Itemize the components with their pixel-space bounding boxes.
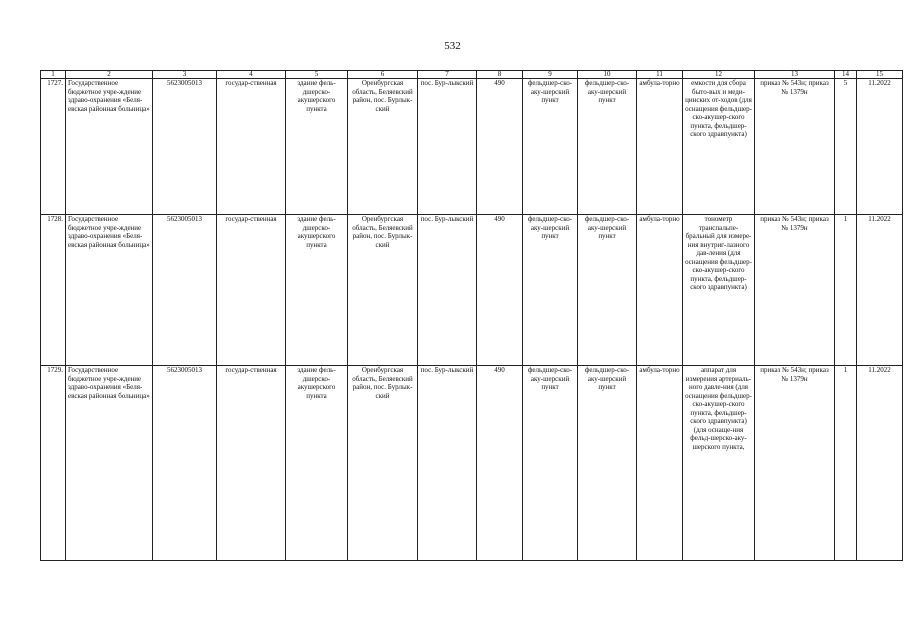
- facility-type-cell: фельдшер-ско-аку-шерский пункт: [578, 79, 637, 215]
- ownership-cell: государ-ственная: [217, 366, 286, 561]
- organization-cell: Государственное бюджетное учре-ждение здраво-охранения «Беля-евская районная больница»: [66, 79, 153, 215]
- inn-cell: 5623005013: [153, 366, 217, 561]
- address-cell: Оренбургская область, Беляевский район, пос. Бурлык-ский: [348, 79, 418, 215]
- address-cell: Оренбургская область, Беляевский район, пос. Бурлык-ский: [348, 215, 418, 366]
- quantity-cell: 1: [835, 215, 857, 366]
- settlement-cell: пос. Бур-лыкский: [418, 215, 477, 366]
- facility-type-cell: фельдшер-ско-аку-шерский пункт: [523, 366, 578, 561]
- row-number: 1729.: [41, 366, 66, 561]
- code-cell: 490: [477, 215, 523, 366]
- table-row: [41, 79, 903, 215]
- row-number: 1728.: [41, 215, 66, 366]
- ownership-cell: государ-ственная: [217, 215, 286, 366]
- column-header: 1: [41, 71, 66, 79]
- organization-cell: Государственное бюджетное учре-ждение здраво-охранения «Беля-евская районная больница»: [66, 366, 153, 561]
- building-cell: здание фель-дшерско-акушерского пункта: [286, 215, 348, 366]
- settlement-cell: пос. Бур-лыкский: [418, 366, 477, 561]
- column-header: 8: [477, 71, 523, 79]
- facility-type-cell: фельдшер-ско-аку-шерский пункт: [578, 366, 637, 561]
- equipment-table: [40, 70, 903, 561]
- column-header: 5: [286, 71, 348, 79]
- settlement-cell: пос. Бур-лыкский: [418, 79, 477, 215]
- column-header: 10: [578, 71, 637, 79]
- code-cell: 490: [477, 366, 523, 561]
- date-cell: 11.2022: [857, 215, 903, 366]
- order-cell: приказ № 543н; приказ № 1379н: [755, 215, 835, 366]
- equipment-cell: емкости для сбора быто-вых и меди-цинских от-ходов (для оснащения фельдшер-ско-акушер-ского пункта, фельдшер-ского здравпункта): [683, 79, 755, 215]
- table-row: [41, 215, 903, 366]
- building-cell: здание фель-дшерско-акушерского пункта: [286, 79, 348, 215]
- column-header: 14: [835, 71, 857, 79]
- facility-type-cell: фельдшер-ско-аку-шерский пункт: [578, 215, 637, 366]
- ownership-cell: государ-ственная: [217, 79, 286, 215]
- column-header: 6: [348, 71, 418, 79]
- care-form-cell: амбула-торно: [637, 366, 683, 561]
- column-header: 15: [857, 71, 903, 79]
- column-header: 11: [637, 71, 683, 79]
- address-cell: Оренбургская область, Беляевский район, пос. Бурлык-ский: [348, 366, 418, 561]
- header-row: [41, 71, 903, 79]
- equipment-cell: аппарат для измерения артериаль-ного давле-ния (для оснащения фельдшер-ско-акушер-ского пункта, фельдшер-ского здравпункта) (для оснаще-ния фельд-шерско-аку-шерского пункта,: [683, 366, 755, 561]
- inn-cell: 5623005013: [153, 79, 217, 215]
- column-header: 2: [66, 71, 153, 79]
- column-header: 3: [153, 71, 217, 79]
- order-cell: приказ № 543н; приказ № 1379н: [755, 366, 835, 561]
- equipment-cell: тонометр транспальпе-бральный для измере-ния внутриг-лазного дав-ления (для оснащения фельдшер-ско-акушер-ского пункта, фельдшер-ского здравпункта): [683, 215, 755, 366]
- page-number: 532: [444, 40, 461, 52]
- code-cell: 490: [477, 79, 523, 215]
- column-header: 4: [217, 71, 286, 79]
- quantity-cell: 1: [835, 366, 857, 561]
- quantity-cell: 5: [835, 79, 857, 215]
- order-cell: приказ № 543н; приказ № 1379н: [755, 79, 835, 215]
- row-number: 1727.: [41, 79, 66, 215]
- inn-cell: 5623005013: [153, 215, 217, 366]
- date-cell: 11.2022: [857, 366, 903, 561]
- care-form-cell: амбула-торно: [637, 79, 683, 215]
- date-cell: 11.2022: [857, 79, 903, 215]
- table-row: [41, 366, 903, 561]
- column-header: 7: [418, 71, 477, 79]
- column-header: 12: [683, 71, 755, 79]
- column-header: 13: [755, 71, 835, 79]
- column-header: 9: [523, 71, 578, 79]
- facility-type-cell: фельдшер-ско-аку-шерский пункт: [523, 79, 578, 215]
- organization-cell: Государственное бюджетное учре-ждение здраво-охранения «Беля-евская районная больница»: [66, 215, 153, 366]
- care-form-cell: амбула-торно: [637, 215, 683, 366]
- facility-type-cell: фельдшер-ско-аку-шерский пункт: [523, 215, 578, 366]
- building-cell: здание фель-дшерско-акушерского пункта: [286, 366, 348, 561]
